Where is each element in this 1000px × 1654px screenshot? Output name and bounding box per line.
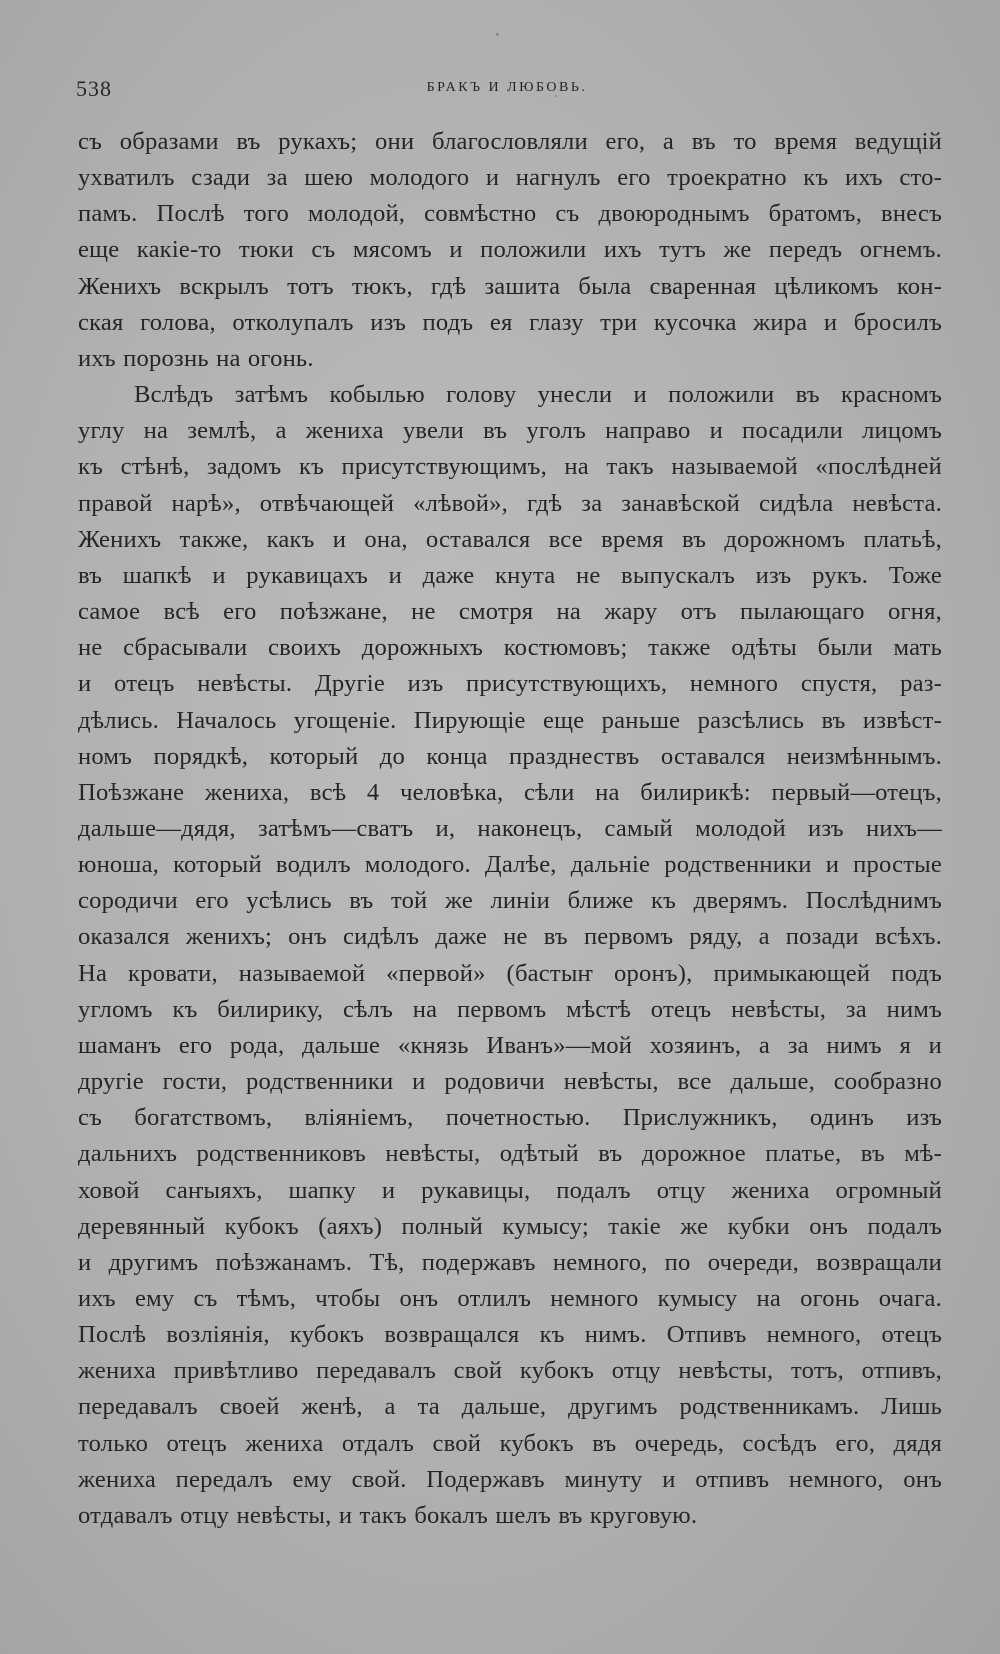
text-line: Женихъ вскрылъ тотъ тюкъ, гдѣ зашита была сваренная цѣликомъ кон- (78, 272, 942, 300)
running-head (76, 72, 938, 112)
text-line: сородичи его усѣлись въ той же линіи ближе къ дверямъ. Послѣднимъ (78, 887, 942, 915)
scan-speck (555, 95, 557, 97)
body-text (78, 124, 942, 1534)
text-line: съ богатствомъ, вліяніемъ, почетностью. Прислужникъ, одинъ изъ (78, 1104, 942, 1132)
text-line: въ шапкѣ и рукавицахъ и даже кнута не выпускалъ изъ рукъ. Тоже (78, 561, 942, 589)
text-line: дальнихъ родственниковъ невѣсты, одѣтый въ дорожное платье, въ мѣ- (78, 1140, 942, 1168)
text-line: дѣлись. Началось угощеніе. Пирующіе еще раньше разсѣлись въ извѣст- (78, 706, 942, 734)
text-line: ская голова, отколупалъ изъ подъ ея глазу три кусочка жира и бросилъ (78, 308, 942, 336)
paragraph-start-line: Вслѣдъ затѣмъ кобылью голову унесли и положили въ красномъ (134, 381, 942, 409)
text-line: номъ порядкѣ, который до конца празднествъ оставался неизмѣннымъ. (78, 742, 942, 770)
text-line: На кровати, называемой «первой» (бастыҥ оронъ), примыкающей подъ (78, 959, 942, 987)
text-line: памъ. Послѣ того молодой, совмѣстно съ двоюроднымъ братомъ, внесъ (78, 200, 942, 228)
text-line: правой нарѣ», отвѣчающей «лѣвой», гдѣ за занавѣской сидѣла невѣста. (78, 489, 942, 517)
text-line: не сбрасывали своихъ дорожныхъ костюмовъ; также одѣты были мать (78, 634, 942, 662)
text-line: оказался женихъ; онъ сидѣлъ даже не въ первомъ ряду, а позади всѣхъ. (78, 923, 942, 951)
text-line: и другимъ поѣзжанамъ. Тѣ, подержавъ немного, по очереди, возвращали (78, 1248, 942, 1276)
text-line: ухватилъ сзади за шею молодого и нагнулъ его троекратно къ ихъ сто- (78, 164, 942, 192)
scan-speck (496, 33, 499, 36)
text-line: Поѣзжане жениха, всѣ 4 человѣка, сѣли на билирикѣ: первый—отецъ, (78, 778, 942, 806)
text-line: отдавалъ отцу невѣсты, и такъ бокалъ шелъ въ круговую. (78, 1501, 698, 1529)
text-line: юноша, который водилъ молодого. Далѣе, дальніе родственники и простые (78, 851, 942, 879)
text-line: къ стѣнѣ, задомъ къ присутствующимъ, на такъ называемой «послѣдней (78, 453, 942, 481)
text-line: еще какіе-то тюки съ мясомъ и положили ихъ тутъ же передъ огнемъ. (78, 236, 942, 264)
text-line: самое всѣ его поѣзжане, не смотря на жару отъ пылающаго огня, (78, 598, 942, 626)
text-line: только отецъ жениха отдалъ свой кубокъ въ очередь, сосѣдъ его, дядя (78, 1429, 942, 1457)
running-title: БРАКЪ И ЛЮБОВЬ. (426, 80, 588, 95)
text-line: жениха передалъ ему свой. Подержавъ минуту и отпивъ немного, онъ (78, 1465, 942, 1493)
page-number: 538 (76, 76, 112, 101)
text-line: передавалъ своей женѣ, а та дальше, другимъ родственникамъ. Лишь (78, 1393, 942, 1421)
text-line: Послѣ возліянія, кубокъ возвращался къ нимъ. Отпивъ немного, отецъ (78, 1321, 942, 1349)
text-line: деревянный кубокъ (аяхъ) полный кумысу; такіе же кубки онъ подалъ (78, 1212, 942, 1240)
text-line: и отецъ невѣсты. Другіе изъ присутствующихъ, немного спустя, раз- (78, 670, 942, 698)
text-line: угломъ къ билирику, сѣлъ на первомъ мѣстѣ отецъ невѣсты, за нимъ (78, 995, 942, 1023)
text-line: углу на землѣ, а жениха увели въ уголъ направо и посадили лицомъ (78, 417, 942, 445)
text-line: ихъ ему съ тѣмъ, чтобы онъ отлилъ немного кумысу на огонь очага. (78, 1285, 942, 1312)
text-line: ихъ порознь на огонь. (78, 344, 314, 372)
text-line: съ образами въ рукахъ; они благословляли его, а въ то время ведущій (78, 128, 942, 155)
text-line: Женихъ также, какъ и она, оставался все время въ дорожномъ платьѣ, (78, 525, 942, 553)
text-line: дальше—дядя, затѣмъ—сватъ и, наконецъ, самый молодой изъ нихъ— (78, 814, 942, 842)
text-line: другіе гости, родственники и родовичи невѣсты, все дальше, сообразно (78, 1068, 942, 1096)
text-line: ховой саҥыяхъ, шапку и рукавицы, подалъ отцу жениха огромный (78, 1176, 942, 1204)
text-line: шаманъ его рода, дальше «князь Иванъ»—мой хозяинъ, а за нимъ я и (78, 1031, 942, 1059)
text-line: жениха привѣтливо передавалъ свой кубокъ отцу невѣсты, тотъ, отпивъ, (78, 1357, 942, 1385)
